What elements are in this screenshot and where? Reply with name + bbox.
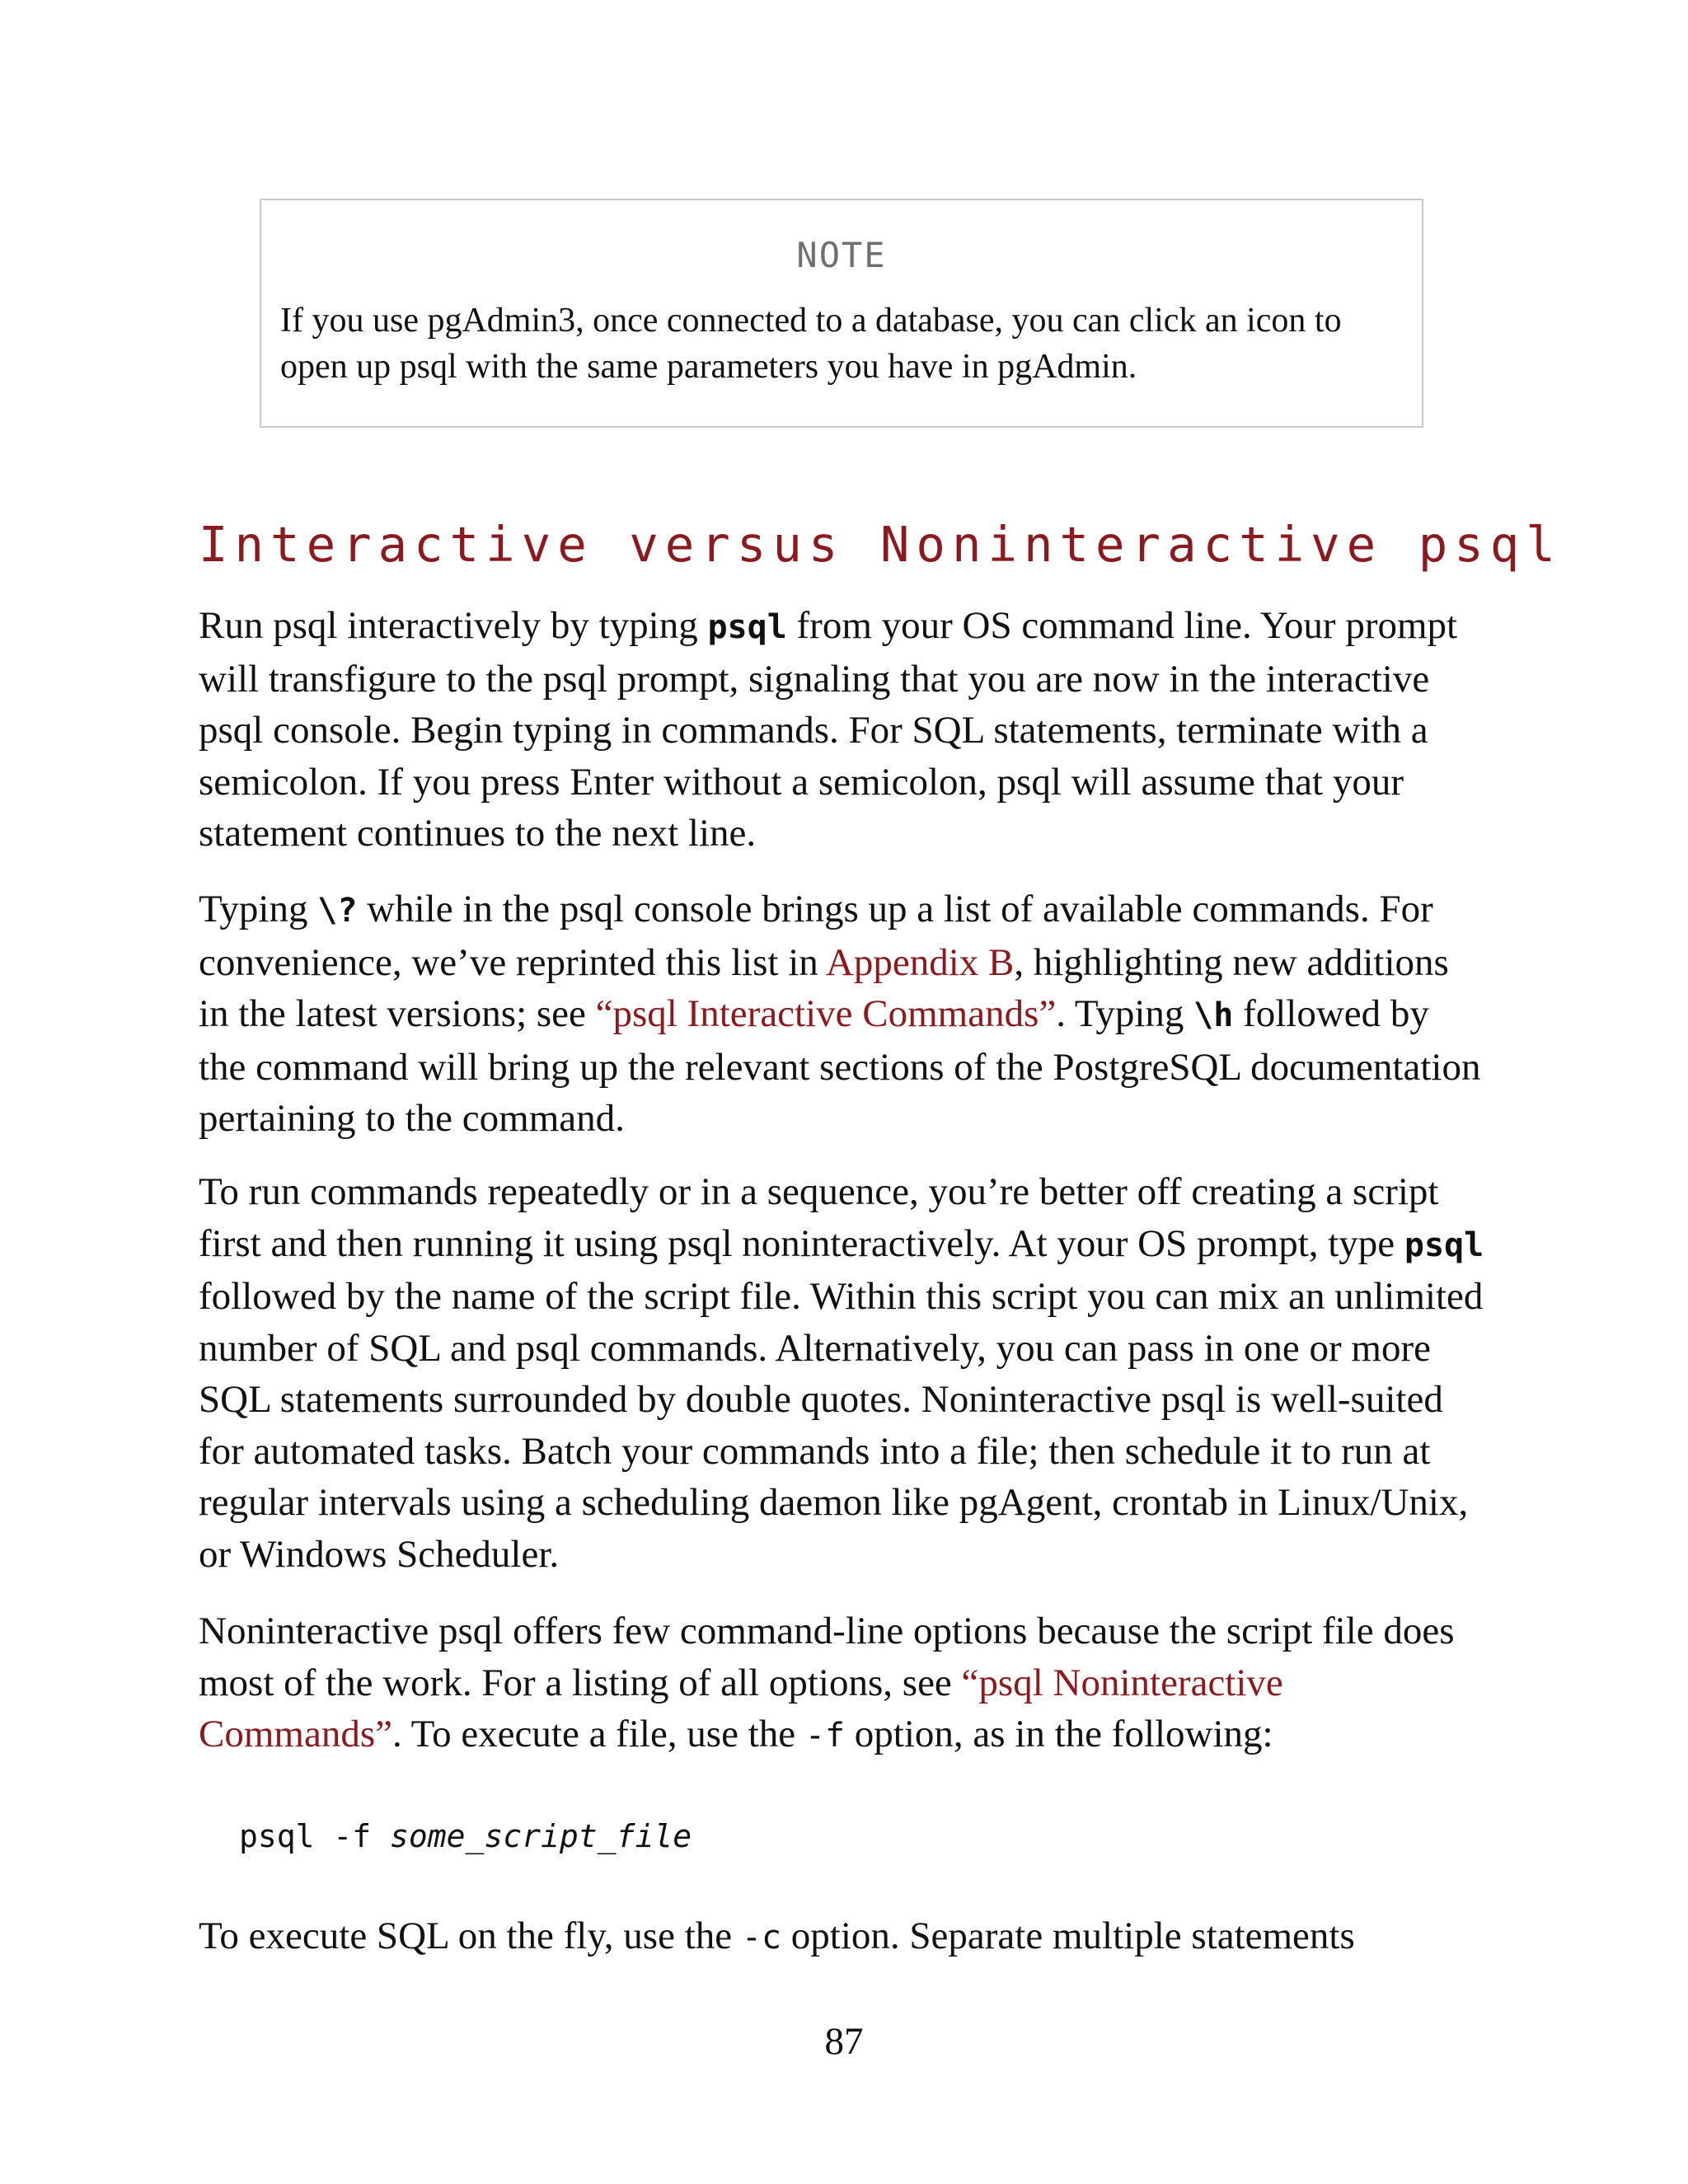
- paragraph-execute-sql: [199, 1910, 1484, 1964]
- section-heading: Interactive versus Noninteractive psql: [199, 516, 1562, 573]
- inline-code: \h: [1193, 996, 1234, 1034]
- text: Run psql interactively by typing: [199, 604, 708, 647]
- code-command: psql -f: [239, 1818, 391, 1854]
- text: To execute SQL on the fly, use the: [199, 1915, 742, 1957]
- text: To run commands repeatedly or in a sequence, you’re better off creating a script first and then running it using psql noninteractively. At your OS prompt, type: [199, 1170, 1439, 1265]
- paragraph-noninteractive: [199, 1166, 1484, 1580]
- note-body: If you use pgAdmin3, once connected to a database, you can click an icon to open up psql with the same parameters you have in pgAdmin.: [280, 302, 1342, 386]
- text: followed by the command will bring up the relevant sections of the PostgreSQL documentation pertaining to the command.: [199, 992, 1481, 1140]
- text: option. Separate multiple statements: [781, 1915, 1355, 1957]
- inline-code: psql: [707, 608, 787, 646]
- text: Typing: [199, 888, 318, 930]
- text: , highlighting new additions in the latest versions; see: [199, 940, 1449, 1035]
- text: Noninteractive psql offers few command-line options because the script file does most of the work. For a listing of all options, see: [199, 1610, 1455, 1704]
- text: option, as in the following:: [845, 1713, 1273, 1755]
- note-title: NOTE: [796, 235, 887, 275]
- paragraph-options: [199, 1605, 1484, 1762]
- inline-code: -f: [804, 1717, 846, 1755]
- inline-code: psql: [1404, 1226, 1484, 1264]
- paragraph-help-commands: [199, 883, 1484, 1145]
- text: . To execute a file, use the: [392, 1713, 805, 1755]
- text: from your OS command line. Your prompt will transfigure to the psql prompt, signaling that you are now in the interactive psql console. Begin typing in commands. For SQL statements, terminate with a semicolon. If you press Enter without a semicolon, psql will assume that your statement continues to the next line.: [199, 604, 1458, 855]
- psql-interactive-commands-link[interactable]: “psql Interactive Commands”: [595, 992, 1057, 1035]
- page-number: 87: [824, 2020, 864, 2063]
- paragraph-interactive: [199, 600, 1484, 860]
- note-box: [260, 199, 1423, 428]
- text: . Typing: [1056, 992, 1194, 1035]
- inline-code: -c: [741, 1919, 782, 1957]
- code-example: [239, 1818, 692, 1854]
- psql-noninteractive-commands-link[interactable]: “psql Noninteractive Commands”: [199, 1661, 1283, 1755]
- text: followed by the name of the script file. Within this script you can mix an unlimited number of SQL and psql commands. Alternatively, you can pass in one or more SQL statements surrounded by double quotes. Noninteractive psql is well-suited for automated tasks. Batch your commands into a file; then schedule it to run at regular intervals using a scheduling daemon like pgAgent, crontab in Linux/Unix, or Windows Scheduler.: [199, 1275, 1484, 1576]
- appendix-b-link[interactable]: Appendix B: [825, 940, 1015, 984]
- inline-code: \?: [317, 892, 358, 930]
- text: while in the psql console brings up a list of available commands. For convenience, we’ve reprinted this list in: [199, 888, 1433, 984]
- code-argument: some_script_file: [390, 1818, 692, 1854]
